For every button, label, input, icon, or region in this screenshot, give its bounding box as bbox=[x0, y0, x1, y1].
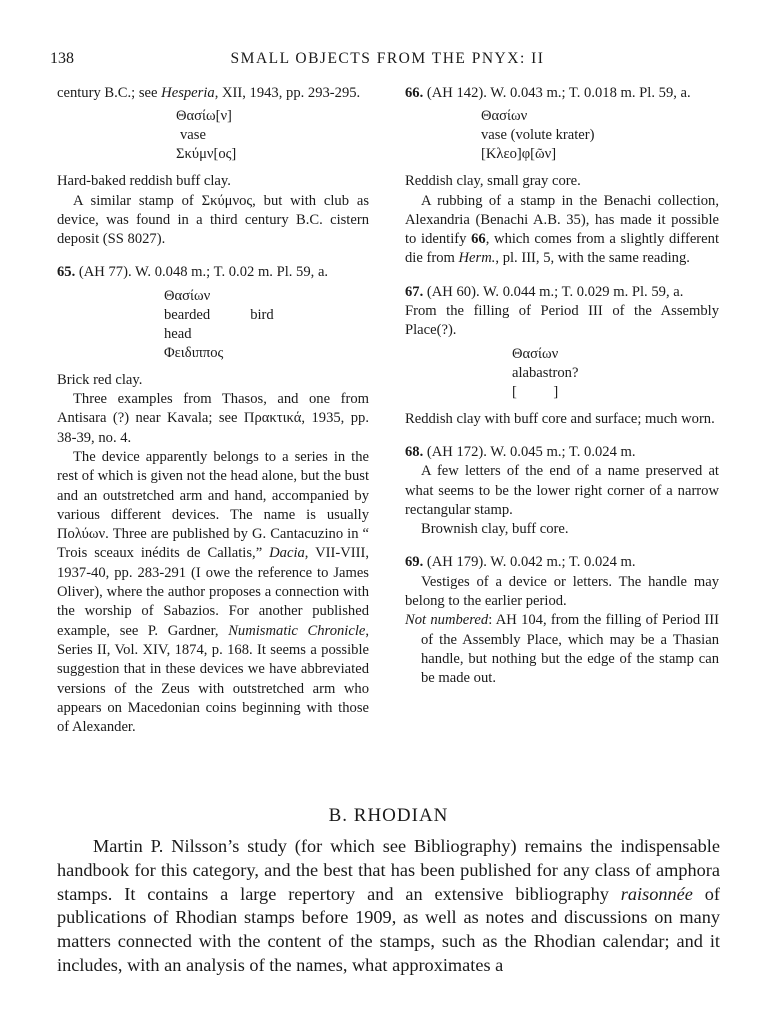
paragraph: A similar stamp of Σκύμνος, but with club as device, was found in a third century B.C. cistern deposit (SS 8027). bbox=[57, 192, 369, 248]
paragraph: From the filling of Period III of the Assembly Place(?). bbox=[405, 303, 719, 339]
stamp-line: Θασίω[ν] bbox=[176, 108, 232, 125]
stamp-line: vase bbox=[180, 127, 206, 144]
running-title: SMALL OBJECTS FROM THE PNYX: II bbox=[230, 50, 545, 67]
catalogue-entry-67: 67. (AH 60). W. 0.044 m.; T. 0.029 m. Pl. 59, a. bbox=[405, 283, 684, 300]
stamp-inscription bbox=[405, 107, 719, 164]
running-header bbox=[50, 50, 725, 72]
stamp-line: Φειδιππος bbox=[164, 344, 224, 361]
paragraph: A few letters of the end of a name preserved at what seems to be the lower right corner of a narrow rectangular stamp. bbox=[405, 463, 719, 518]
catalogue-entry-65: 65. (AH 77). W. 0.048 m.; T. 0.02 m. Pl. 59, a. bbox=[57, 264, 329, 281]
stamp-inscription bbox=[57, 107, 369, 164]
clay-description: Reddish clay, small gray core. bbox=[405, 173, 581, 190]
stamp-line: Θασίων bbox=[481, 108, 528, 125]
stamp-inscription bbox=[405, 345, 719, 402]
clay-description: Brownish clay, buff core. bbox=[421, 521, 569, 538]
paragraph: Vestiges of a device or letters. The handle may belong to the earlier period. bbox=[405, 573, 719, 610]
section-body-paragraph: Martin P. Nilsson’s study (for which see Bibliography) remains the indispensable handbook for this category, and the best that has been published for any class of amphora stamps. It contains a large repertory and an extensive bibliography raisonnée of publications of Rhodian stamps before 1909, as well as notes and discussions on many matters connected with the content of the stamps, such as the Rhodian calendar; and it includes, with an analysis of the names, what approximates a bbox=[57, 836, 720, 975]
clay-description: Brick red clay. bbox=[57, 371, 143, 388]
stamp-line: Σκύμν[ος] bbox=[176, 146, 237, 163]
catalogue-entry-68: 68. (AH 172). W. 0.045 m.; T. 0.024 m. bbox=[405, 443, 636, 460]
stamp-line: [Κλεο]φ[ῶν] bbox=[481, 146, 557, 163]
right-column bbox=[405, 84, 719, 689]
catalogue-entry-66: 66. (AH 142). W. 0.043 m.; T. 0.018 m. Pl. 59, a. bbox=[405, 85, 691, 101]
stamp-line: Θασίων bbox=[164, 287, 211, 304]
left-column bbox=[57, 84, 369, 737]
stamp-line: bearded bird bbox=[164, 306, 274, 323]
stamp-line: head bbox=[164, 325, 192, 342]
clay-description: Hard-baked reddish buff clay. bbox=[57, 173, 231, 190]
catalogue-entry-69: 69. (AH 179). W. 0.042 m.; T. 0.024 m. bbox=[405, 554, 636, 571]
section-heading: B. RHODIAN bbox=[328, 805, 449, 826]
stamp-line: vase (volute krater) bbox=[481, 127, 595, 144]
stamp-line: [ ] bbox=[512, 383, 559, 400]
stamp-inscription bbox=[57, 287, 369, 363]
paragraph: Three examples from Thasos, and one from Antisara (?) near Kavala; see Πρακτικά, 1935, pp. 38-39, no. 4. bbox=[57, 391, 369, 446]
stamp-line: alabastron? bbox=[512, 364, 579, 381]
clay-description: Reddish clay with buff core and surface; much worn. bbox=[405, 410, 715, 427]
paragraph: A rubbing of a stamp in the Benachi collection, Alexandria (Benachi A.B. 35), has made it possible to identify 66, which comes from a slightly different die from Herm., pl. III, 5, with the same reading. bbox=[405, 192, 719, 267]
not-numbered-note: Not numbered: AH 104, from the filling of Period III of the Assembly Place, which may be a Thasian handle, but nothing but the edge of the stamp can be made out. bbox=[405, 612, 719, 687]
paragraph: The device apparently belongs to a series in the rest of which is given not the head alone, but the bust and an outstretched arm and hand, accompanied by various different devices. The name is usually Πολύων. Three are published by G. Cantacuzino in “ Trois sceaux inédits de Callatis,” Dacia, VII-VIII, 1937-40, pp. 283-291 (I owe the reference to James Oliver), where the author proposes a connection with the worship of Sabazios. For another published example, see P. Gardner, Numismatic Chronicle, Series II, Vol. XIV, 1874, p. 168. It seems a possible suggestion that in these devices we have abbreviated versions of the Zeus with outstretched arm who appears on Macedonian coins beginning with those of Alexander. bbox=[57, 448, 370, 736]
page-number: 138 bbox=[50, 50, 74, 67]
stamp-line: Θασίων bbox=[512, 345, 559, 362]
continuation-paragraph: century B.C.; see Hesperia, XII, 1943, pp. 293-295. bbox=[57, 85, 361, 101]
